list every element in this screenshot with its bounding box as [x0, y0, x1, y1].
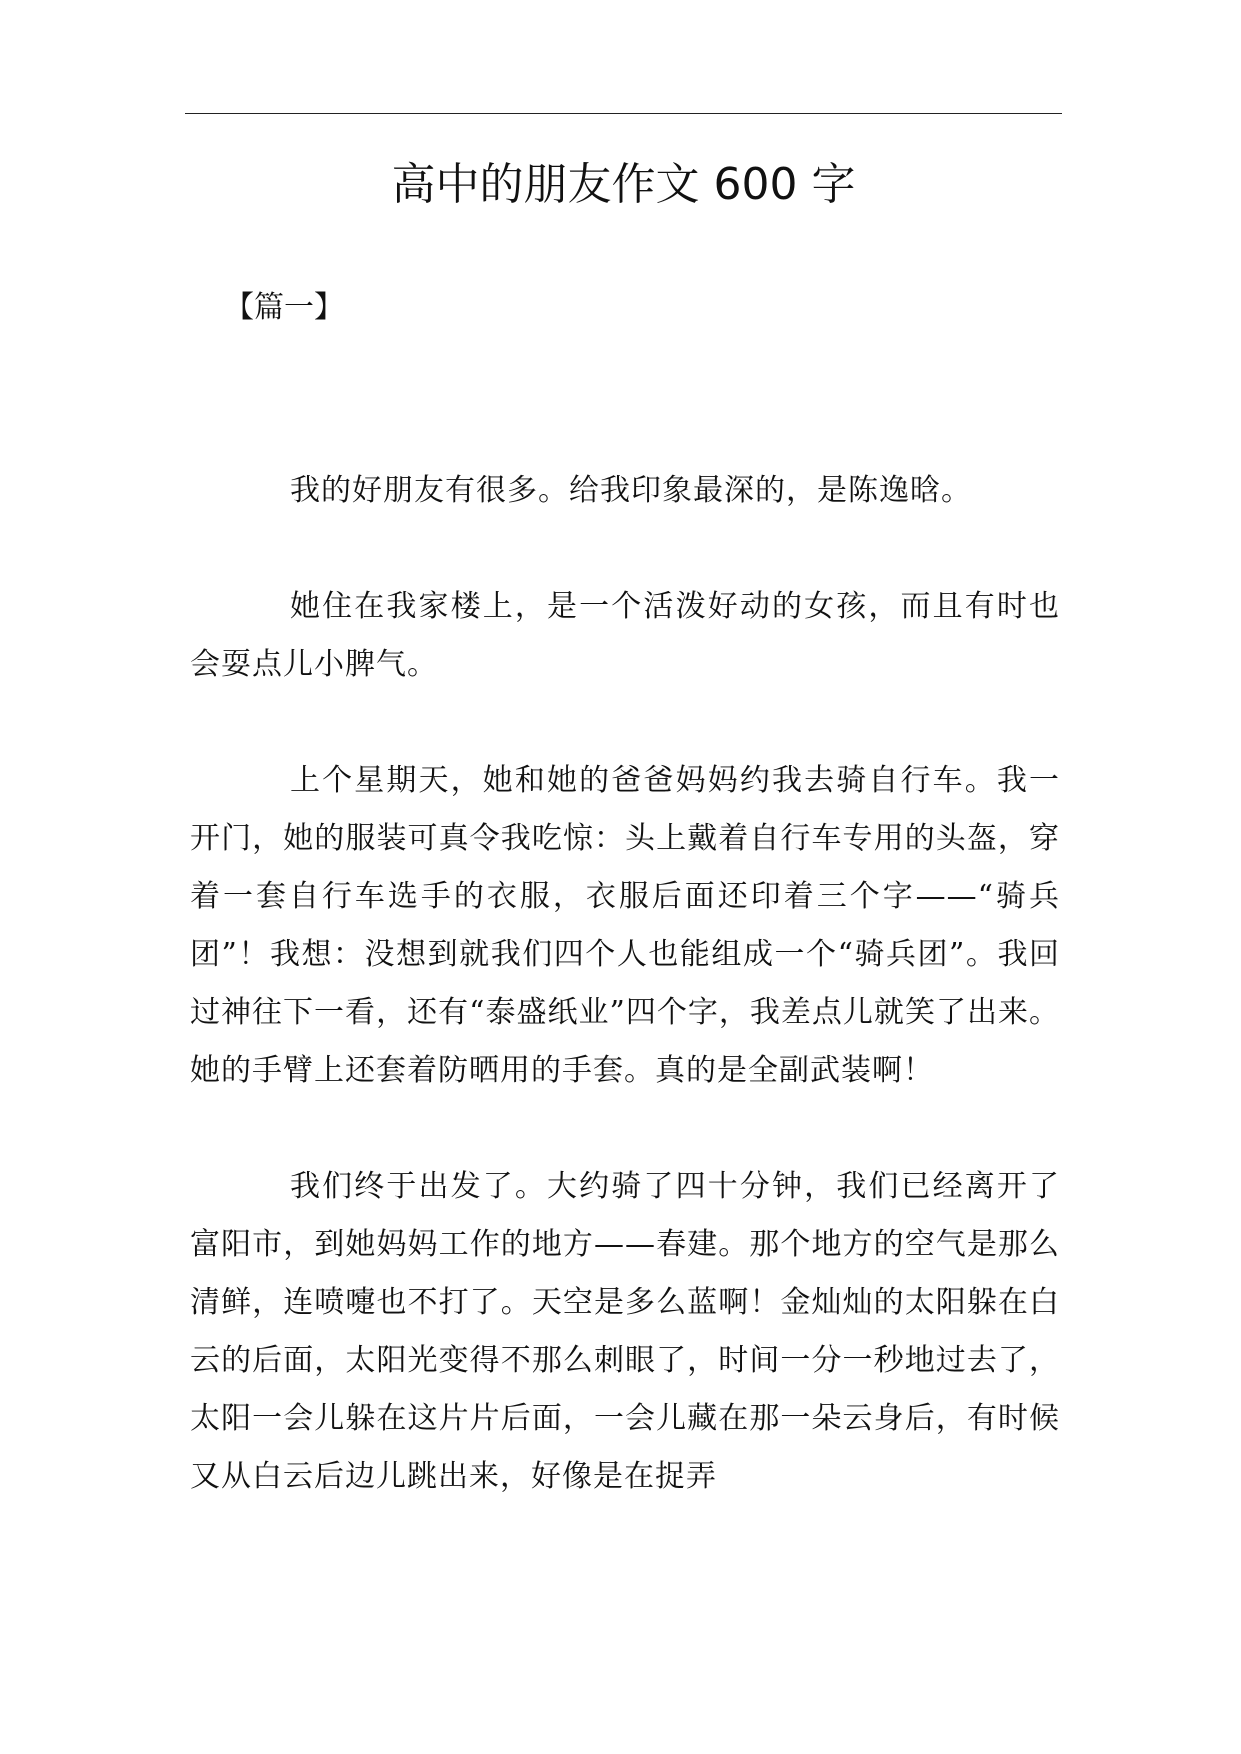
paragraph: 她住在我家楼上，是一个活泼好动的女孩，而且有时也会耍点儿小脾气。	[190, 589, 1060, 682]
paragraph: 我们终于出发了。大约骑了四十分钟，我们已经离开了富阳市，到她妈妈工作的地方——春建。那个地方的空气是那么清鲜，连喷嚏也不打了。天空是多么蓝啊！金灿灿的太阳躲在白云的后面，太阳光变得不那么刺眼了，时间一分一秒地过去了，太阳一会儿躲在这片片后面，一会儿藏在那一朵云身后，有时候又从白云后边儿跳出来，好像是在捉弄	[190, 1169, 1060, 1494]
paragraph: 上个星期天，她和她的爸爸妈妈约我去骑自行车。我一开门，她的服装可真令我吃惊：头上戴着自行车专用的头盔，穿着一套自行车选手的衣服，衣服后面还印着三个字——“骑兵团”！我想：没想到就我们四个人也能组成一个“骑兵团”。我回过神往下一看，还有“泰盛纸业”四个字，我差点儿就笑了出来。她的手臂上还套着防晒用的手套。真的是全副武装啊！	[190, 763, 1060, 1088]
header-rule	[185, 113, 1062, 114]
body-text	[190, 462, 1060, 1506]
paragraph: 我的好朋友有很多。给我印象最深的，是陈逸晗。	[290, 473, 972, 508]
section-label: 【篇一】	[224, 290, 344, 325]
document-title: 高中的朋友作文 600 字	[391, 159, 856, 210]
